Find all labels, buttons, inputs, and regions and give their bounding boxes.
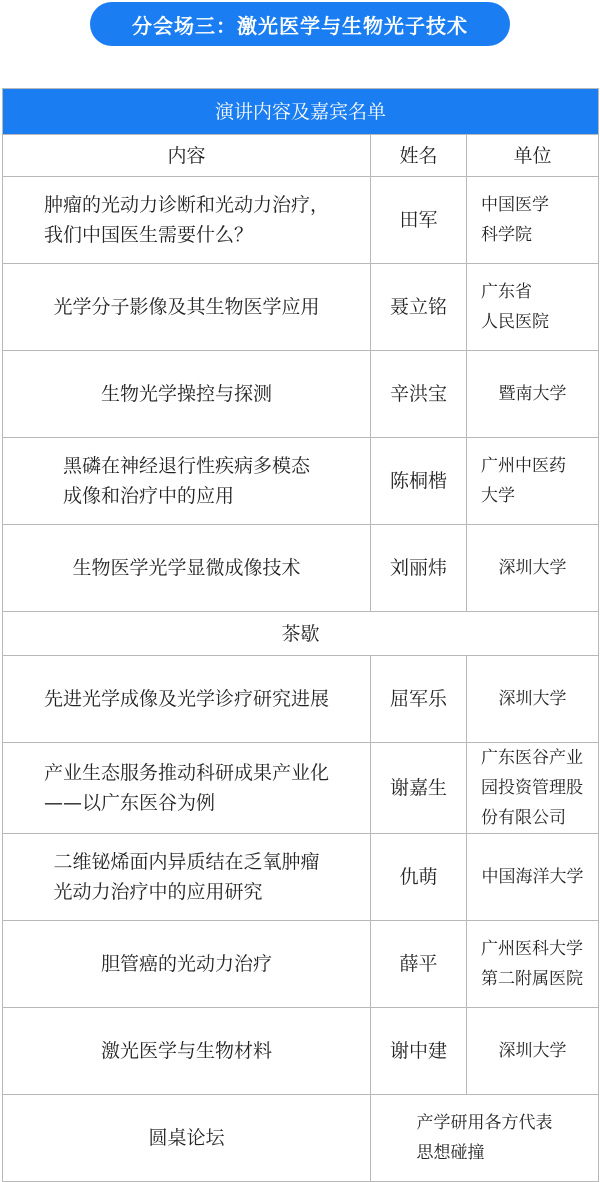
talk-title-line: 黑磷在神经退行性疾病多模态 xyxy=(62,455,310,477)
break-label: 茶歇 xyxy=(3,612,599,656)
roundtable-note-line: 思想碰撞 xyxy=(416,1143,485,1163)
table-caption: 演讲内容及嘉宾名单 xyxy=(3,89,599,135)
speaker-name: 谢中建 xyxy=(371,1008,467,1095)
speaker-affiliation-line: 深圳大学 xyxy=(498,689,567,709)
speaker-affiliation xyxy=(467,656,599,743)
speaker-affiliation-line: 深圳大学 xyxy=(498,1041,567,1061)
table-row xyxy=(3,525,599,612)
talk-title-line: 胆管癌的光动力治疗 xyxy=(100,953,272,975)
speaker-affiliation-line: 暨南大学 xyxy=(498,384,567,404)
talk-title-line: ——以广东医谷为例 xyxy=(43,792,215,814)
talk-title xyxy=(3,177,371,264)
break-row xyxy=(3,612,599,656)
talk-title-line: 二维铋烯面内异质结在乏氧肿瘤 xyxy=(53,851,320,873)
roundtable-note-line: 产学研用各方代表 xyxy=(416,1113,553,1133)
speaker-affiliation-line: 广州中医药 xyxy=(481,456,566,476)
table-row xyxy=(3,351,599,438)
schedule-table xyxy=(2,88,599,1182)
speaker-affiliation-line: 科学院 xyxy=(481,225,532,245)
speaker-name: 屈军乐 xyxy=(371,656,467,743)
speaker-affiliation-line: 广东省 xyxy=(481,282,532,302)
speaker-affiliation xyxy=(467,921,599,1008)
speaker-affiliation xyxy=(467,525,599,612)
talk-title xyxy=(3,525,371,612)
session-title-banner xyxy=(90,2,510,46)
header-content: 内容 xyxy=(3,135,371,177)
talk-title xyxy=(3,834,371,921)
speaker-name: 薛平 xyxy=(371,921,467,1008)
speaker-affiliation xyxy=(467,438,599,525)
speaker-affiliation-line: 中国医学 xyxy=(481,195,549,215)
header xyxy=(0,0,600,88)
speaker-affiliation-line: 广州医科大学 xyxy=(481,939,583,959)
speaker-affiliation-line: 中国海洋大学 xyxy=(481,867,584,887)
table-row xyxy=(3,834,599,921)
speaker-affiliation-line: 大学 xyxy=(481,486,515,506)
table-row xyxy=(3,264,599,351)
talk-title xyxy=(3,921,371,1008)
speaker-name: 聂立铭 xyxy=(371,264,467,351)
speaker-affiliation xyxy=(467,264,599,351)
talk-title-line: 光动力治疗中的应用研究 xyxy=(53,881,263,903)
table-row xyxy=(3,177,599,264)
roundtable-row xyxy=(3,1095,599,1182)
speaker-affiliation-line: 第二附属医院 xyxy=(481,969,583,989)
talk-title-line: 激光医学与生物材料 xyxy=(100,1040,272,1062)
speaker-affiliation xyxy=(467,351,599,438)
talk-title-line: 产业生态服务推动科研成果产业化 xyxy=(43,762,329,784)
talk-title-line: 成像和治疗中的应用 xyxy=(62,485,234,507)
speaker-name: 陈桐楷 xyxy=(371,438,467,525)
table-header-row xyxy=(3,135,599,177)
talk-title xyxy=(3,743,371,834)
table-row xyxy=(3,656,599,743)
talk-title-line: 肿瘤的光动力诊断和光动力治疗， xyxy=(43,194,329,216)
talk-title xyxy=(3,656,371,743)
table-row xyxy=(3,1008,599,1095)
speaker-affiliation-line: 园投资管理股 xyxy=(481,778,583,798)
talk-title xyxy=(3,1008,371,1095)
schedule-rows xyxy=(3,177,599,1182)
talk-title-line: 生物医学光学显微成像技术 xyxy=(72,557,301,579)
speaker-name: 田军 xyxy=(371,177,467,264)
header-unit: 单位 xyxy=(467,135,599,177)
session-title: 分会场三：激光医学与生物光子技术 xyxy=(132,13,468,38)
speaker-affiliation xyxy=(467,743,599,834)
roundtable-title: 圆桌论坛 xyxy=(3,1095,371,1182)
speaker-affiliation-line: 广东医谷产业 xyxy=(481,748,583,768)
speaker-name: 辛洪宝 xyxy=(371,351,467,438)
talk-title xyxy=(3,264,371,351)
speaker-affiliation xyxy=(467,1008,599,1095)
talk-title xyxy=(3,438,371,525)
speaker-affiliation-line: 人民医院 xyxy=(481,312,549,332)
talk-title xyxy=(3,351,371,438)
table-row xyxy=(3,438,599,525)
header-name: 姓名 xyxy=(371,135,467,177)
speaker-name: 仇萌 xyxy=(371,834,467,921)
speaker-name: 刘丽炜 xyxy=(371,525,467,612)
speaker-affiliation xyxy=(467,834,599,921)
talk-title-line: 生物光学操控与探测 xyxy=(100,383,272,405)
talk-title-line: 先进光学成像及光学诊疗研究进展 xyxy=(43,688,329,710)
table-row xyxy=(3,743,599,834)
speaker-affiliation-line: 深圳大学 xyxy=(498,558,567,578)
speaker-affiliation xyxy=(467,177,599,264)
speaker-affiliation-line: 份有限公司 xyxy=(481,808,566,828)
speaker-name: 谢嘉生 xyxy=(371,743,467,834)
table-row xyxy=(3,921,599,1008)
talk-title-line: 光学分子影像及其生物医学应用 xyxy=(53,296,320,318)
roundtable-note xyxy=(371,1095,599,1182)
table-caption-row xyxy=(3,89,599,135)
talk-title-line: 我们中国医生需要什么？ xyxy=(43,224,253,246)
